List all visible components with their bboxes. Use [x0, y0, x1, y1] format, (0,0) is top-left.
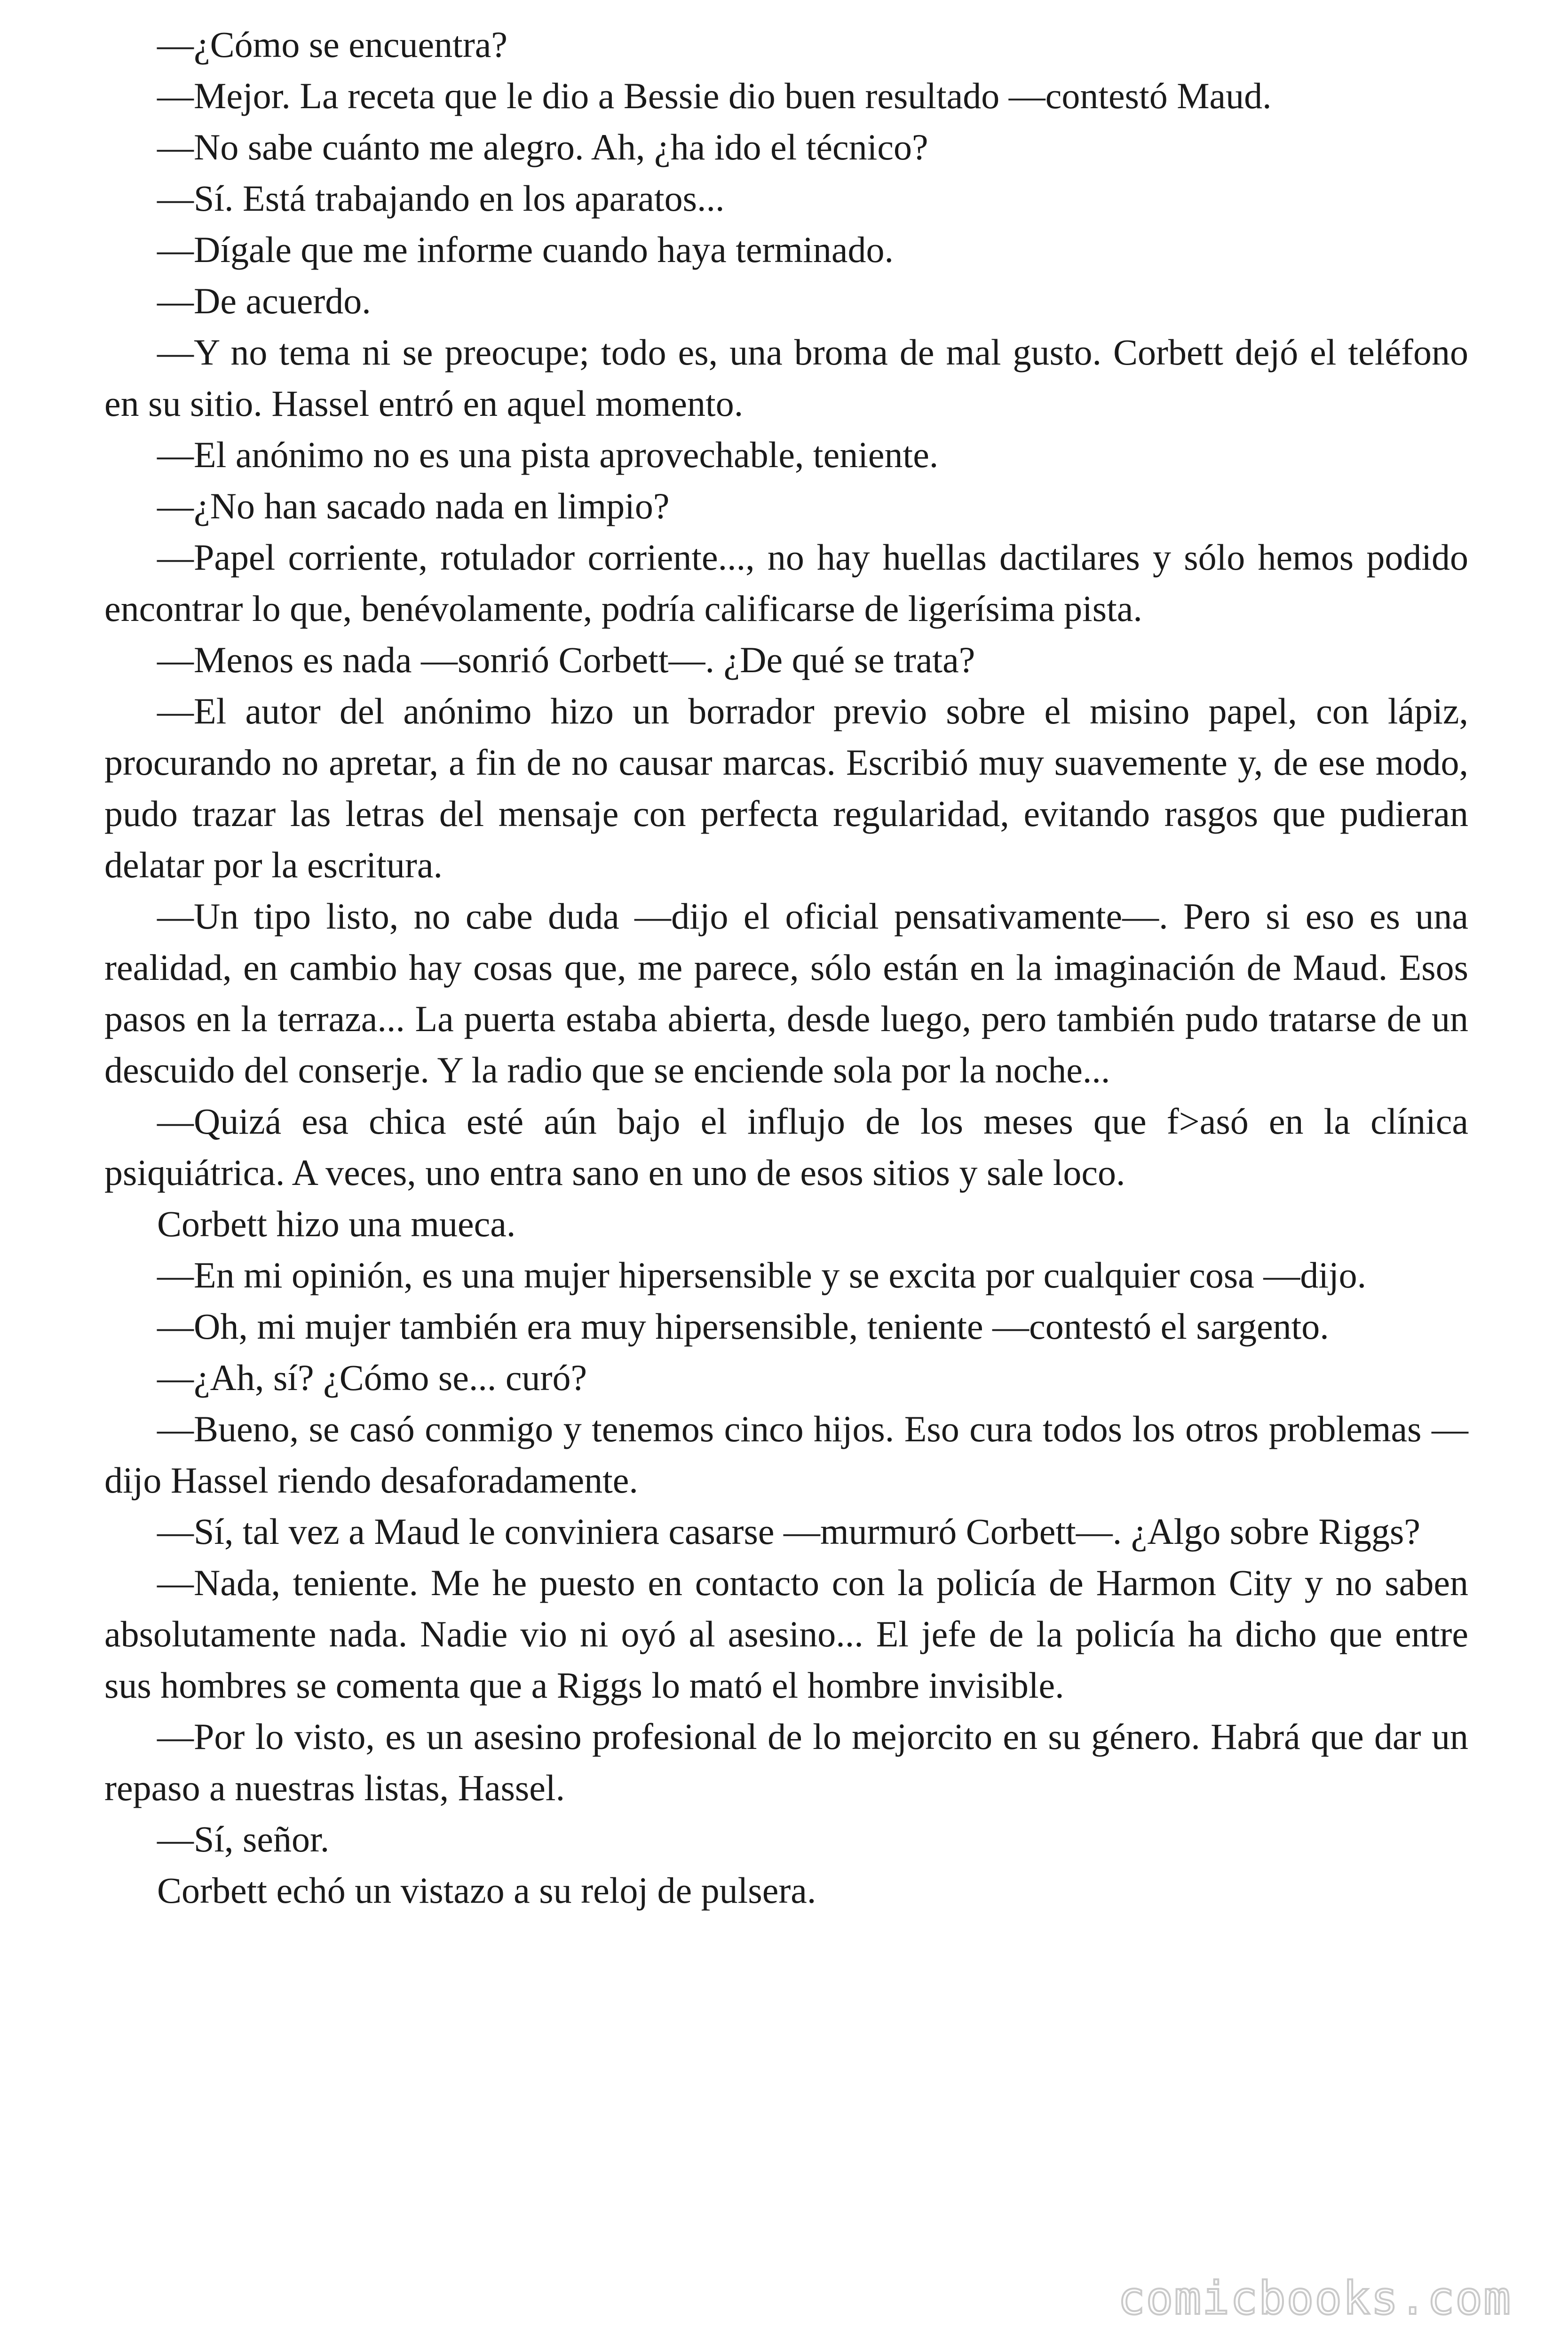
- paragraph: —Quizá esa chica esté aún bajo el influjo de los meses que f>asó en la clínica psiquiátrica. A veces, uno entra sano en uno de esos sitios y sale loco.: [104, 1101, 1468, 1193]
- watermark: comicbooks.com: [1117, 2272, 1512, 2325]
- paragraph: —En mi opinión, es una mujer hipersensible y se excita por cualquier cosa —dijo.: [157, 1255, 1367, 1295]
- paragraph: —Oh, mi mujer también era muy hipersensible, teniente —contestó el sargento.: [157, 1306, 1329, 1347]
- paragraph: —No sabe cuánto me alegro. Ah, ¿ha ido el técnico?: [157, 127, 928, 167]
- paragraph: —¿No han sacado nada en limpio?: [157, 485, 670, 526]
- paragraph: —Por lo visto, es un asesino profesional de lo mejorcito en su género. Habrá que dar un repaso a nuestras listas, Hassel.: [104, 1716, 1468, 1808]
- paragraph: —De acuerdo.: [157, 280, 371, 321]
- paragraph: —Sí, señor.: [157, 1819, 330, 1859]
- paragraph: —Sí. Está trabajando en los aparatos...: [157, 178, 725, 219]
- paragraph: —Nada, teniente. Me he puesto en contacto con la policía de Harmon City y no saben absolutamente nada. Nadie vio ni oyó al asesino... El jefe de la policía ha dicho que entre sus hombres se comenta que a Riggs lo mató el hombre invisible.: [104, 1562, 1468, 1706]
- paragraph: —Y no tema ni se preocupe; todo es, una broma de mal gusto. Corbett dejó el teléfono en su sitio. Hassel entró en aquel momento.: [104, 332, 1468, 424]
- paragraph: —¿Cómo se encuentra?: [157, 24, 508, 65]
- paragraph: Corbett echó un vistazo a su reloj de pulsera.: [157, 1870, 816, 1911]
- paragraph: —Dígale que me informe cuando haya terminado.: [157, 229, 894, 270]
- paragraph: —Un tipo listo, no cabe duda —dijo el oficial pensativamente—. Pero si eso es una realidad, en cambio hay cosas que, me parece, sólo están en la imaginación de Maud. Esos pasos en la terraza... La puerta estaba abierta, desde luego, pero también pudo tratarse de un descuido del conserje. Y la radio que se enciende sola por la noche...: [104, 896, 1468, 1090]
- paragraph: Corbett hizo una mueca.: [157, 1203, 516, 1244]
- paragraph: —Mejor. La receta que le dio a Bessie dio buen resultado —contestó Maud.: [157, 75, 1272, 116]
- paragraph: —Bueno, se casó conmigo y tenemos cinco hijos. Eso cura todos los otros problemas — dijo Hassel riendo desaforadamente.: [104, 1408, 1468, 1501]
- paragraph: —Sí, tal vez a Maud le conviniera casarse —murmuró Corbett—. ¿Algo sobre Riggs?: [157, 1511, 1420, 1552]
- paragraph: —¿Ah, sí? ¿Cómo se... curó?: [157, 1357, 587, 1398]
- paragraph: —El anónimo no es una pista aprovechable, teniente.: [157, 434, 939, 475]
- paragraph: —El autor del anónimo hizo un borrador previo sobre el misino papel, con lápiz, procurando no apretar, a fin de no causar marcas. Escribió muy suavemente y, de ese modo, pudo trazar las letras del mensaje con perfecta regularidad, evitando rasgos que pudieran delatar por la escritura.: [104, 691, 1468, 885]
- book-page-text: [104, 19, 1468, 1916]
- paragraph: —Menos es nada —sonrió Corbett—. ¿De qué se trata?: [157, 639, 975, 680]
- paragraph: —Papel corriente, rotulador corriente..., no hay huellas dactilares y sólo hemos podido encontrar lo que, benévolamente, podría calificarse de ligerísima pista.: [104, 537, 1468, 629]
